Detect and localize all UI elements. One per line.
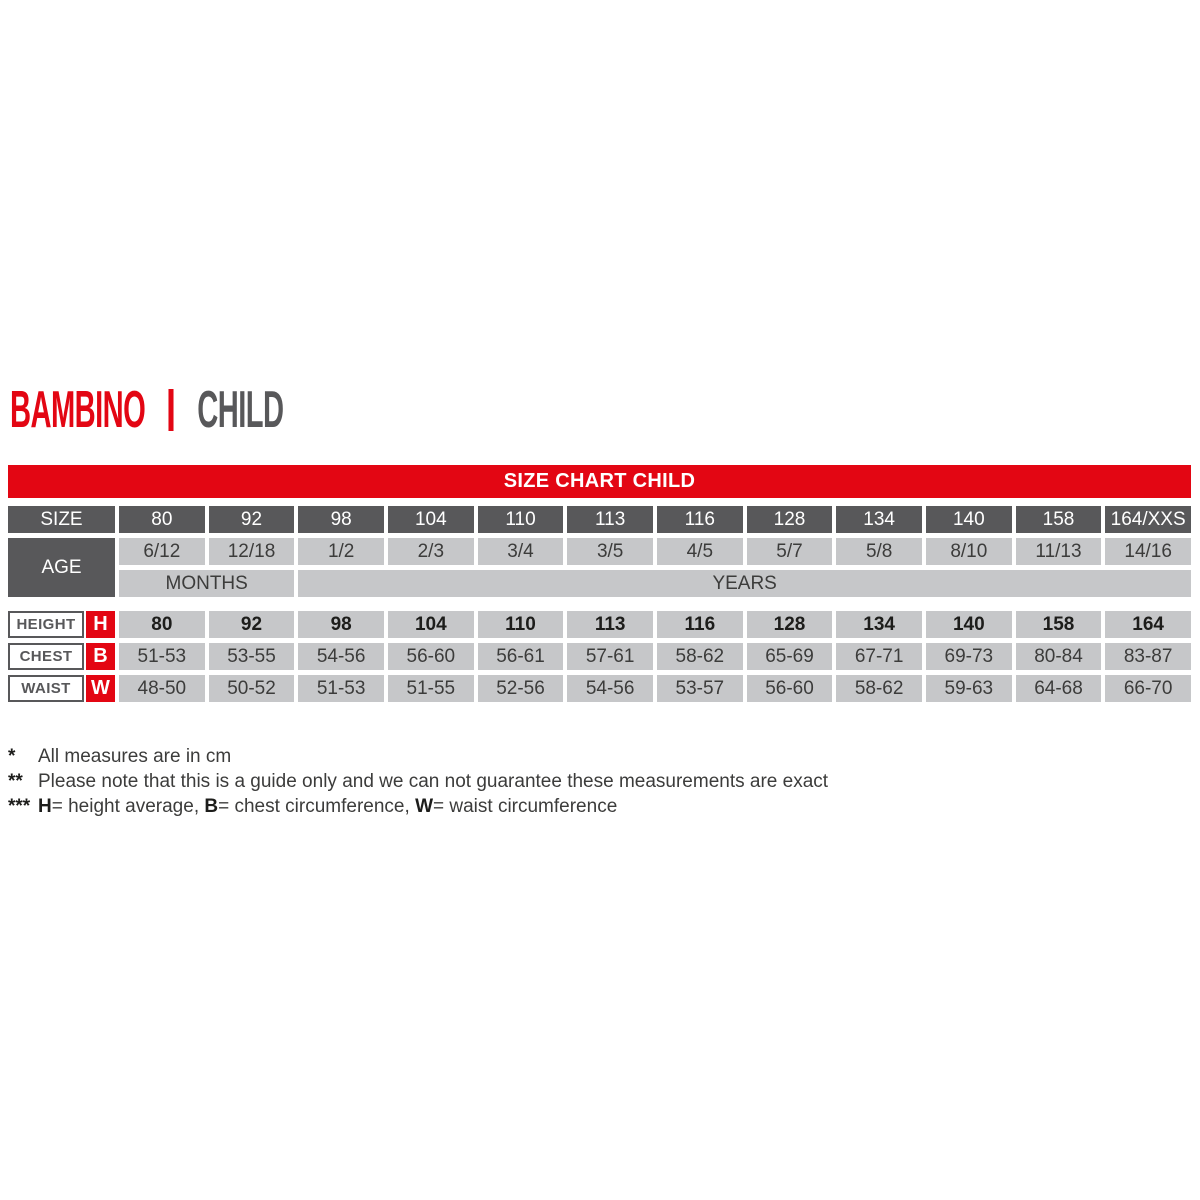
- waist-cell-1: 50-52: [209, 675, 295, 702]
- chest-cell-3: 56-60: [388, 643, 474, 670]
- row-header-height: [8, 611, 115, 638]
- chest-cell-9: 69-73: [926, 643, 1012, 670]
- age-cell-3: 2/3: [388, 538, 474, 565]
- footnote-marker: **: [8, 771, 23, 792]
- size-cell-1: 92: [209, 506, 295, 533]
- size-cell-3: 104: [388, 506, 474, 533]
- size-cell-8: 134: [836, 506, 922, 533]
- height-cell-3: 104: [388, 611, 474, 638]
- height-cell-8: 134: [836, 611, 922, 638]
- row-header-chest: [8, 643, 115, 670]
- waist-cell-11: 66-70: [1105, 675, 1191, 702]
- size-cell-2: 98: [298, 506, 384, 533]
- chest-cell-11: 83-87: [1105, 643, 1191, 670]
- height-cell-11: 164: [1105, 611, 1191, 638]
- height-cell-0: 80: [119, 611, 205, 638]
- chest-cell-2: 54-56: [298, 643, 384, 670]
- waist-cell-3: 51-55: [388, 675, 474, 702]
- height-cell-9: 140: [926, 611, 1012, 638]
- footnote-text: Please note that this is a guide only and we can not guarantee these measurements are exact: [38, 771, 829, 792]
- footnote-2: [8, 772, 828, 792]
- table-title-banner: SIZE CHART CHILD: [8, 465, 1191, 498]
- height-cell-2: 98: [298, 611, 384, 638]
- chest-cell-6: 58-62: [657, 643, 743, 670]
- size-cell-6: 116: [657, 506, 743, 533]
- size-cell-4: 110: [478, 506, 564, 533]
- age-cell-11: 14/16: [1105, 538, 1191, 565]
- size-cell-0: 80: [119, 506, 205, 533]
- footnote-3: [8, 797, 828, 817]
- footnote-text: All measures are in cm: [38, 746, 232, 767]
- waist-cell-9: 59-63: [926, 675, 1012, 702]
- age-unit-years: YEARS: [298, 570, 1191, 597]
- waist-cell-5: 54-56: [567, 675, 653, 702]
- size-chart-table: [8, 465, 1191, 702]
- waist-cell-2: 51-53: [298, 675, 384, 702]
- waist-cell-0: 48-50: [119, 675, 205, 702]
- row-header-size: SIZE: [8, 506, 115, 533]
- height-cell-6: 116: [657, 611, 743, 638]
- age-cell-5: 3/5: [567, 538, 653, 565]
- chest-label: CHEST: [8, 643, 84, 670]
- chest-cell-4: 56-61: [478, 643, 564, 670]
- chest-cell-5: 57-61: [567, 643, 653, 670]
- age-cell-8: 5/8: [836, 538, 922, 565]
- height-cell-7: 128: [747, 611, 833, 638]
- age-cell-6: 4/5: [657, 538, 743, 565]
- age-cell-7: 5/7: [747, 538, 833, 565]
- size-cell-7: 128: [747, 506, 833, 533]
- chest-cell-7: 65-69: [747, 643, 833, 670]
- title-italian: BAMBINO: [10, 381, 146, 439]
- size-cell-10: 158: [1016, 506, 1102, 533]
- waist-cell-10: 64-68: [1016, 675, 1102, 702]
- age-cell-4: 3/4: [478, 538, 564, 565]
- age-cell-0: 6/12: [119, 538, 205, 565]
- height-key-h: H: [86, 611, 115, 638]
- chest-key-b: B: [86, 643, 115, 670]
- page-title: [10, 381, 284, 439]
- footnotes: [8, 747, 828, 822]
- age-unit-months: MONTHS: [119, 570, 294, 597]
- chest-cell-1: 53-55: [209, 643, 295, 670]
- title-english: CHILD: [197, 381, 284, 439]
- waist-key-w: W: [86, 675, 115, 702]
- footnote-1: [8, 747, 828, 767]
- size-cell-5: 113: [567, 506, 653, 533]
- waist-cell-8: 58-62: [836, 675, 922, 702]
- height-cell-5: 113: [567, 611, 653, 638]
- age-cell-9: 8/10: [926, 538, 1012, 565]
- row-header-waist: [8, 675, 115, 702]
- age-cell-1: 12/18: [209, 538, 295, 565]
- waist-cell-6: 53-57: [657, 675, 743, 702]
- footnote-marker: *: [8, 746, 16, 767]
- footnote-marker: ***: [8, 796, 31, 817]
- chest-cell-10: 80-84: [1016, 643, 1102, 670]
- title-divider: [169, 389, 174, 431]
- age-cell-10: 11/13: [1016, 538, 1102, 565]
- height-cell-10: 158: [1016, 611, 1102, 638]
- height-cell-1: 92: [209, 611, 295, 638]
- footnote-text: H= height average, B= chest circumference, W= waist circumference: [38, 796, 618, 817]
- chest-cell-8: 67-71: [836, 643, 922, 670]
- row-header-age: AGE: [8, 538, 115, 597]
- size-cell-9: 140: [926, 506, 1012, 533]
- waist-label: WAIST: [8, 675, 84, 702]
- waist-cell-4: 52-56: [478, 675, 564, 702]
- size-cell-11: 164/XXS: [1105, 506, 1191, 533]
- chest-cell-0: 51-53: [119, 643, 205, 670]
- height-label: HEIGHT: [8, 611, 84, 638]
- height-cell-4: 110: [478, 611, 564, 638]
- waist-cell-7: 56-60: [747, 675, 833, 702]
- age-cell-2: 1/2: [298, 538, 384, 565]
